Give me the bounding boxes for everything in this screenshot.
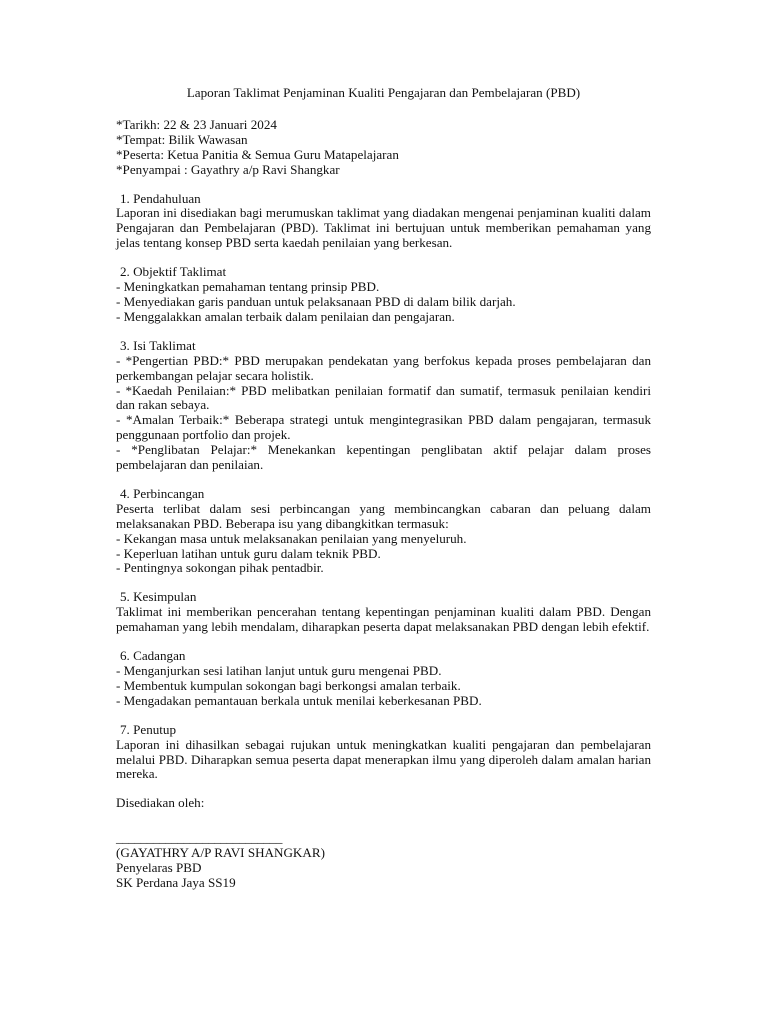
section-perbincangan: [116, 487, 651, 576]
list-item: - Pentingnya sokongan pihak pentadbir.: [116, 560, 324, 576]
section-kesimpulan: [116, 590, 651, 635]
signatory-school: SK Perdana Jaya SS19: [116, 874, 236, 890]
section-paragraph: Laporan ini dihasilkan sebagai rujukan untuk meningkatkan kualiti pengajaran dan pembelajaran melalui PBD. Diharapkan semua peserta dapat menerapkan ilmu yang diperoleh dalam amalan harian mereka.: [116, 736, 651, 782]
section-paragraph: Laporan ini disediakan bagi merumuskan taklimat yang diadakan mengenai penjaminan kualiti dalam Pengajaran dan Pembelajaran (PBD). Taklimat ini bertujuan untuk memberikan pemahaman yang jelas tentang konsep PBD serta kaedah penilaian yang berkesan.: [116, 205, 651, 251]
section-isi: [116, 339, 651, 473]
list-item: - Mengadakan pemantauan berkala untuk menilai keberkesanan PBD.: [116, 692, 482, 708]
list-item: - *Penglibatan Pelajar:* Menekankan kepentingan penglibatan aktif pelajar dalam proses pembelajaran dan penilaian.: [116, 442, 651, 473]
section-paragraph: Taklimat ini memberikan pencerahan tentang kepentingan penjaminan kualiti dalam PBD. Dengan pemahaman yang lebih mendalam, diharapkan peserta dapat melaksanakan PBD dengan lebih efektif.: [116, 604, 651, 635]
section-heading: 6. Cadangan: [120, 648, 186, 664]
list-item: - Kekangan masa untuk melaksanakan penilaian yang menyeluruh.: [116, 530, 467, 546]
meta-date: *Tarikh: 22 & 23 Januari 2024: [116, 116, 277, 132]
section-heading: 3. Isi Taklimat: [120, 337, 196, 353]
prepared-by-label: Disediakan oleh:: [116, 795, 205, 811]
signatory-name: (GAYATHRY A/P RAVI SHANGKAR): [116, 845, 325, 861]
signatory-role: Penyelaras PBD: [116, 860, 202, 876]
document-title: Laporan Taklimat Penjaminan Kualiti Pengajaran dan Pembelajaran (PBD): [186, 85, 581, 100]
list-item: - Membentuk kumpulan sokongan bagi berkongsi amalan terbaik.: [116, 677, 461, 693]
section-heading: 5. Kesimpulan: [120, 589, 197, 605]
list-item: - *Amalan Terbaik:* Beberapa strategi untuk mengintegrasikan PBD dalam pengajaran, termasuk penggunaan portfolio dan projek.: [116, 412, 651, 443]
section-objektif: [116, 265, 651, 325]
section-heading: 2. Objektif Taklimat: [120, 264, 227, 280]
list-item: - Meningkatkan pemahaman tentang prinsip PBD.: [116, 279, 380, 295]
meta-block: [116, 118, 651, 178]
section-paragraph: Peserta terlibat dalam sesi perbincangan yang membincangkan cabaran dan peluang dalam melaksanakan PBD. Beberapa isu yang dibangkitkan termasuk:: [116, 500, 651, 531]
list-item: - Keperluan latihan untuk guru dalam teknik PBD.: [116, 545, 381, 561]
signature-line: ___________________________: [116, 830, 282, 846]
document-page: [116, 86, 651, 891]
meta-participants: *Peserta: Ketua Panitia & Semua Guru Matapelajaran: [116, 146, 399, 162]
meta-venue: *Tempat: Bilik Wawasan: [116, 131, 248, 147]
section-cadangan: [116, 649, 651, 709]
list-item: - *Pengertian PBD:* PBD merupakan pendekatan yang berfokus kepada proses pembelajaran dan perkembangan pelajar secara holistik.: [116, 352, 651, 383]
section-heading: 1. Pendahuluan: [120, 190, 201, 206]
section-heading: 7. Penutup: [120, 721, 177, 737]
section-heading: 4. Perbincangan: [120, 485, 205, 501]
section-pendahuluan: [116, 192, 651, 252]
list-item: - Menyediakan garis panduan untuk pelaksanaan PBD di dalam bilik darjah.: [116, 293, 516, 309]
list-item: - *Kaedah Penilaian:* PBD melibatkan penilaian formatif dan sumatif, termasuk penilaian kendiri dan rakan sebaya.: [116, 382, 651, 413]
list-item: - Menganjurkan sesi latihan lanjut untuk guru mengenai PBD.: [116, 663, 442, 678]
section-penutup: [116, 723, 651, 783]
meta-presenter: *Penyampai : Gayathry a/p Ravi Shangkar: [116, 161, 340, 177]
closing-block: [116, 796, 651, 891]
list-item: - Menggalakkan amalan terbaik dalam penilaian dan pengajaran.: [116, 308, 455, 324]
